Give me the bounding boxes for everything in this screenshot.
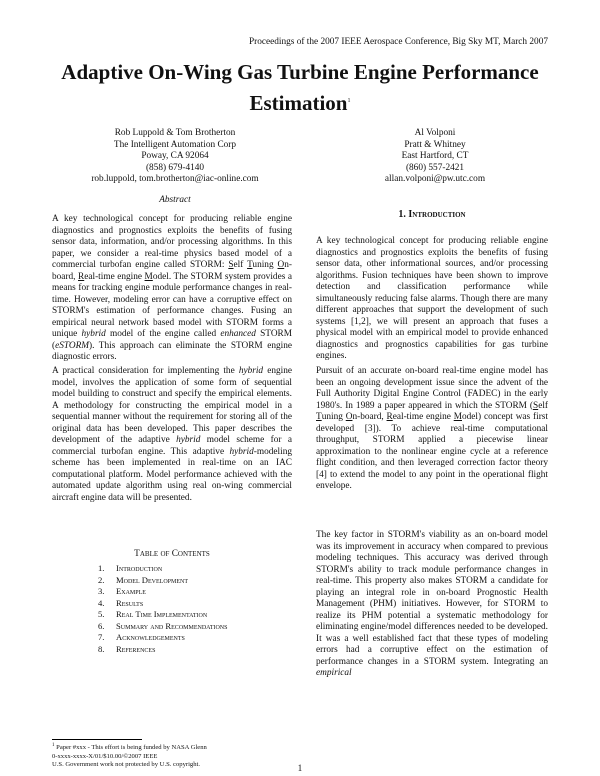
author-names: Al Volponi xyxy=(414,128,456,138)
toc-item: 3. Example xyxy=(98,586,146,596)
toc-heading: Table of Contents xyxy=(134,549,210,559)
toc-item: 7. Acknowledgements xyxy=(98,632,185,642)
author-block-left xyxy=(62,128,288,186)
footnote-copyright: 0-xxxx-xxxx-X/01/$10.00/©2007 IEEE xyxy=(52,752,158,760)
title-footnote-mark: 1 xyxy=(347,98,351,104)
footnote-funding: $^1$ Paper #xxx - This effort is being funded by NASA Glenn xyxy=(52,743,207,752)
toc-item: 8. References xyxy=(98,643,156,654)
paper-title xyxy=(40,58,560,118)
abstract-heading: Abstract xyxy=(159,195,191,205)
abstract-paragraph-2: A practical consideration for implementing the hybrid engine model, involves the application of some form of sequential model building to construct and specify the empirical elements. A methodology for constructing the empirical model in a sequential manner without the requirement for storing all of the original data has been developed. This paper describes the development of the adaptive hybrid model scheme for a commercial turbofan engine. This adaptive hybrid-modeling scheme has been implemented in real-time on an IAC computational platform. Model performance achieved with the automated update algorithm using real on-wing commercial aircraft engine data will be presented. xyxy=(52,366,292,503)
intro-paragraph-2: Pursuit of an accurate on-board real-time engine model has been an ongoing development issue since the advent of the Full Authority Digital Engine Control (FADEC) in the early 1980's. In 1989 a paper appeared in which the STORM (Self Tuning On-board, Real-time engine Model) concept was first developed [3]). To achieve real-time computational throughput, STORM applied a piecewise linear approximation to the nonlinear engine cycle at a reference flight condition, and then leveraged correction factor theory [4] to extend the model to any point in the operational flight envelope. xyxy=(316,366,548,491)
intro-paragraph-1: A key technological concept for producing reliable engine diagnostics and prognostics exploits the benefits of fusing sensor data, other informational sources, and/or processing algorithms. Fusion techniques have been shown to improve detection and classification performance while simultaneously reducing false alarms. Though there are many different approaches that support the development of such systems [1,2], we will present an approach that fuses a physical model with an empirical model to provide enhanced diagnostics and prognostics capabilities for gas turbine engines. xyxy=(316,236,548,361)
author-phone: (860) 557-2421 xyxy=(405,162,465,173)
author-names: Rob Luppold & Tom Brotherton xyxy=(114,128,236,138)
toc-item: 4. Results xyxy=(98,597,144,608)
abstract-paragraph-1: A key technological concept for producing reliable engine diagnostics and prognostics exploits the benefits of fusing sensor data, information, and/or processing algorithms. In this paper, we consider a real-time physics based model of a commercial turbofan engine called STORM: Self Tuning On-board, Real-time engine Model. The STORM system provides a means for tracking engine module performance changes in real-time. However, modeling error can have a corruptive effect on STORM's estimation of performance changes. Fusing an empirical neural network based model with STORM forms a unique hybrid model of the engine called enhanced STORM (eSTORM). This approach can eliminate the STORM engine diagnostic errors. xyxy=(52,214,292,362)
author-affiliation: The Intelligent Automation Corp xyxy=(113,139,237,150)
author-phone: (858) 679-4140 xyxy=(145,162,205,173)
page-number: 1 xyxy=(297,764,303,774)
author-email: rob.luppold, tom.brotherton@iac-online.com xyxy=(91,174,259,184)
author-address: Poway, CA 92064 xyxy=(141,151,209,161)
title-text: Adaptive On-Wing Gas Turbine Engine Performance Estimation xyxy=(61,60,539,115)
toc-item: 6. Summary and Recommendations xyxy=(98,620,228,631)
author-block-right xyxy=(322,128,548,186)
author-email: allan.volponi@pw.utc.com xyxy=(384,174,486,184)
intro-paragraph-3: The key factor in STORM's viability as an on-board model was its improvement in accuracy when compared to previous modeling techniques. This accuracy was derived through STORM's ability to track module performance changes in real-time. This property also makes STORM a candidate for playing an integral role in on-board Prognostic Health Management (PHM) initiatives. However, for STORM to realize its PHM potential a systematic methodology for eliminating engine/model differences needed to be developed. It was a well established fact that these types of modeling errors had a corruptive effect on the estimation of performance changes in a STORM system. Integrating an empirical xyxy=(316,530,548,678)
section-heading-introduction: 1. Introduction xyxy=(398,209,466,220)
author-affiliation: Pratt & Whitney xyxy=(404,139,466,150)
table-of-contents xyxy=(98,563,227,655)
author-address: East Hartford, CT xyxy=(401,151,469,161)
toc-item: 1. Introduction xyxy=(98,563,163,573)
footnote-divider xyxy=(52,739,142,740)
footnote-government: U.S. Government work not protected by U.S. copyright. xyxy=(52,761,200,769)
toc-item: 5. Real Time Implementation xyxy=(98,609,208,619)
toc-item: 2. Model Development xyxy=(98,574,188,585)
running-header: Proceedings of the 2007 IEEE Aerospace Conference, Big Sky MT, March 2007 xyxy=(248,37,548,47)
